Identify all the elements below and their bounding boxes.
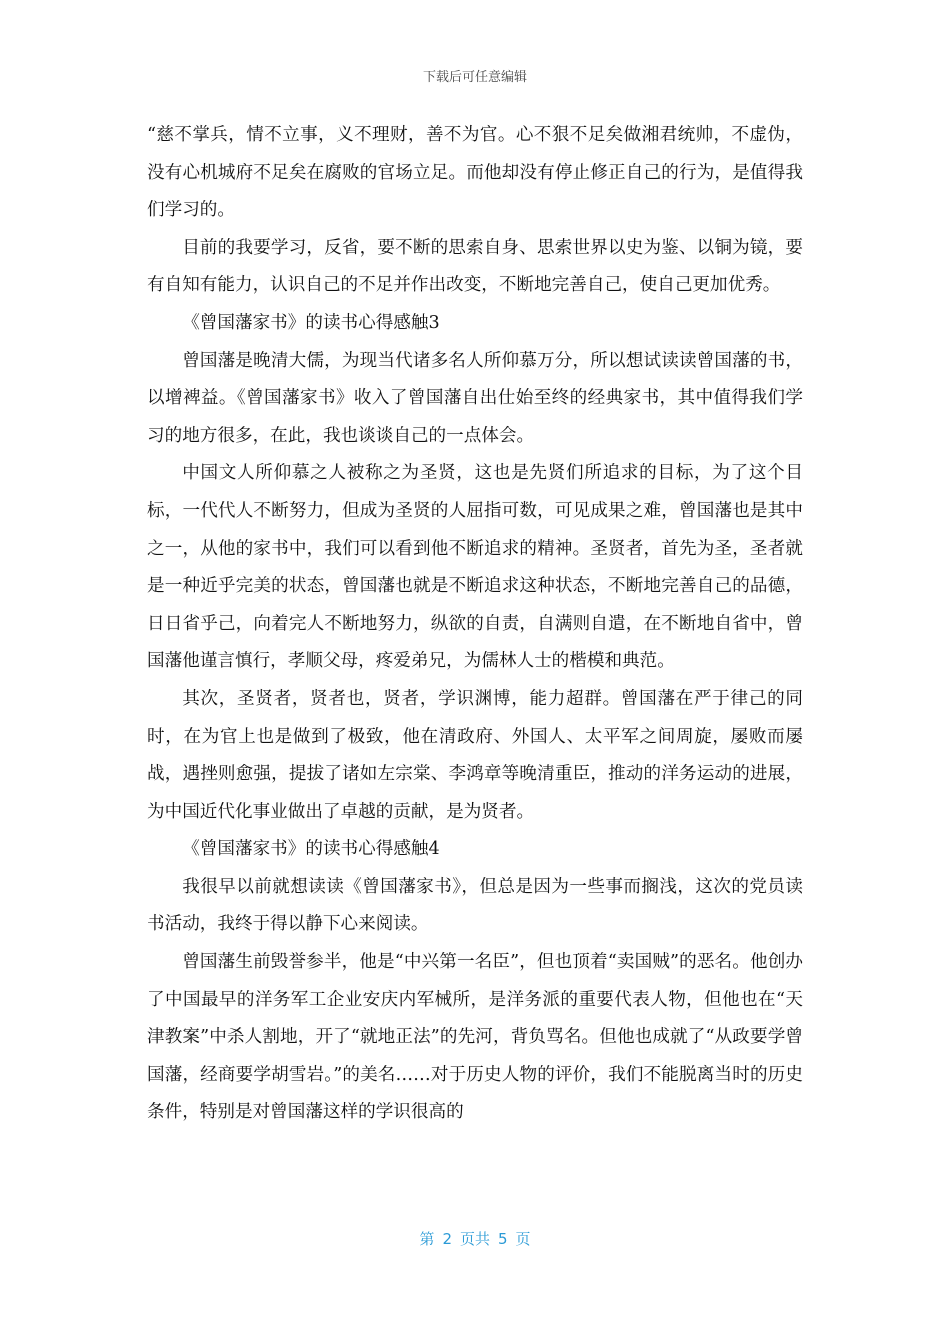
- footer-label-of: 页共: [459, 1230, 490, 1248]
- paragraph: 中国文人所仰慕之人被称之为圣贤，这也是先贤们所追求的目标，为了这个目标，一代代人不断努力，但成为圣贤的人屈指可数，可见成果之难，曾国藩也是其中之一，从他的家书中，我们可以看到他不断追求的精神。圣贤者，首先为圣，圣者就是一种近乎完美的状态，曾国藩也就是不断追求这种状态，不断地完善自己的品德，日日省乎己，向着完人不断地努力，纵欲的自责，自满则自遣，在不断地自省中，曾国藩他谨言慎行，孝顺父母，疼爱弟兄，为儒林人士的楷模和典范。: [147, 463, 803, 672]
- footer-current-page: 2: [442, 1230, 452, 1248]
- paragraph: “慈不掌兵，情不立事，义不理财，善不为官。心不狠不足矣做湘君统帅，不虚伪，没有心机城府不足矣在腐败的官场立足。而他却没有停止修正自己的行为，是值得我们学习的。: [147, 125, 803, 221]
- page-header: 下载后可任意编辑: [422, 70, 527, 85]
- paragraph: 目前的我要学习，反省，要不断的思索自身、思索世界以史为鉴、以铜为镜，要有自知有能力，认识自己的不足并作出改变，不断地完善自己，使自己更加优秀。: [147, 237, 803, 296]
- paragraph: 曾国藩生前毁誉参半，他是“中兴第一名臣”，但也顶着“卖国贼”的恶名。他创办了中国最早的洋务军工企业安庆内军械所，是洋务派的重要代表人物，但他也在“天津教案”中杀人割地，开了“就地正法”的先河，背负骂名。但他也成就了“从政要学曾国藩，经商要学胡雪岩。”的美名……对于历史人物的评价，我们不能脱离当时的历史条件，特别是对曾国藩这样的学识很高的: [147, 952, 803, 1123]
- document-body: [147, 117, 803, 1132]
- section-heading: 《曾国藩家书》的读书心得感触4: [182, 839, 440, 860]
- paragraph: 曾国藩是晚清大儒，为现当代诸多名人所仰慕万分，所以想试读读曾国藩的书，以增裨益。《曾国藩家书》收入了曾国藩自出仕始至终的经典家书，其中值得我们学习的地方很多，在此，我也谈谈自己的一点体会。: [147, 350, 803, 446]
- footer-total-pages: 5: [498, 1230, 508, 1248]
- footer-label-page: 第: [419, 1230, 435, 1248]
- footer-label-end: 页: [515, 1230, 531, 1248]
- section-heading: 《曾国藩家书》的读书心得感触3: [182, 312, 440, 333]
- paragraph: 我很早以前就想读读《曾国藩家书》，但总是因为一些事而搁浅，这次的党员读书活动，我终于得以静下心来阅读。: [147, 876, 803, 935]
- paragraph: 其次，圣贤者，贤者也，贤者，学识渊博，能力超群。曾国藩在严于律己的同时，在为官上也是做到了极致，他在清政府、外国人、太平军之间周旋，屡败而屡战，遇挫则愈强，提拔了诸如左宗棠、李鸿章等晚清重臣，推动的洋务运动的进展，为中国近代化事业做出了卓越的贡献，是为贤者。: [147, 688, 803, 822]
- page-footer: [0, 1228, 950, 1249]
